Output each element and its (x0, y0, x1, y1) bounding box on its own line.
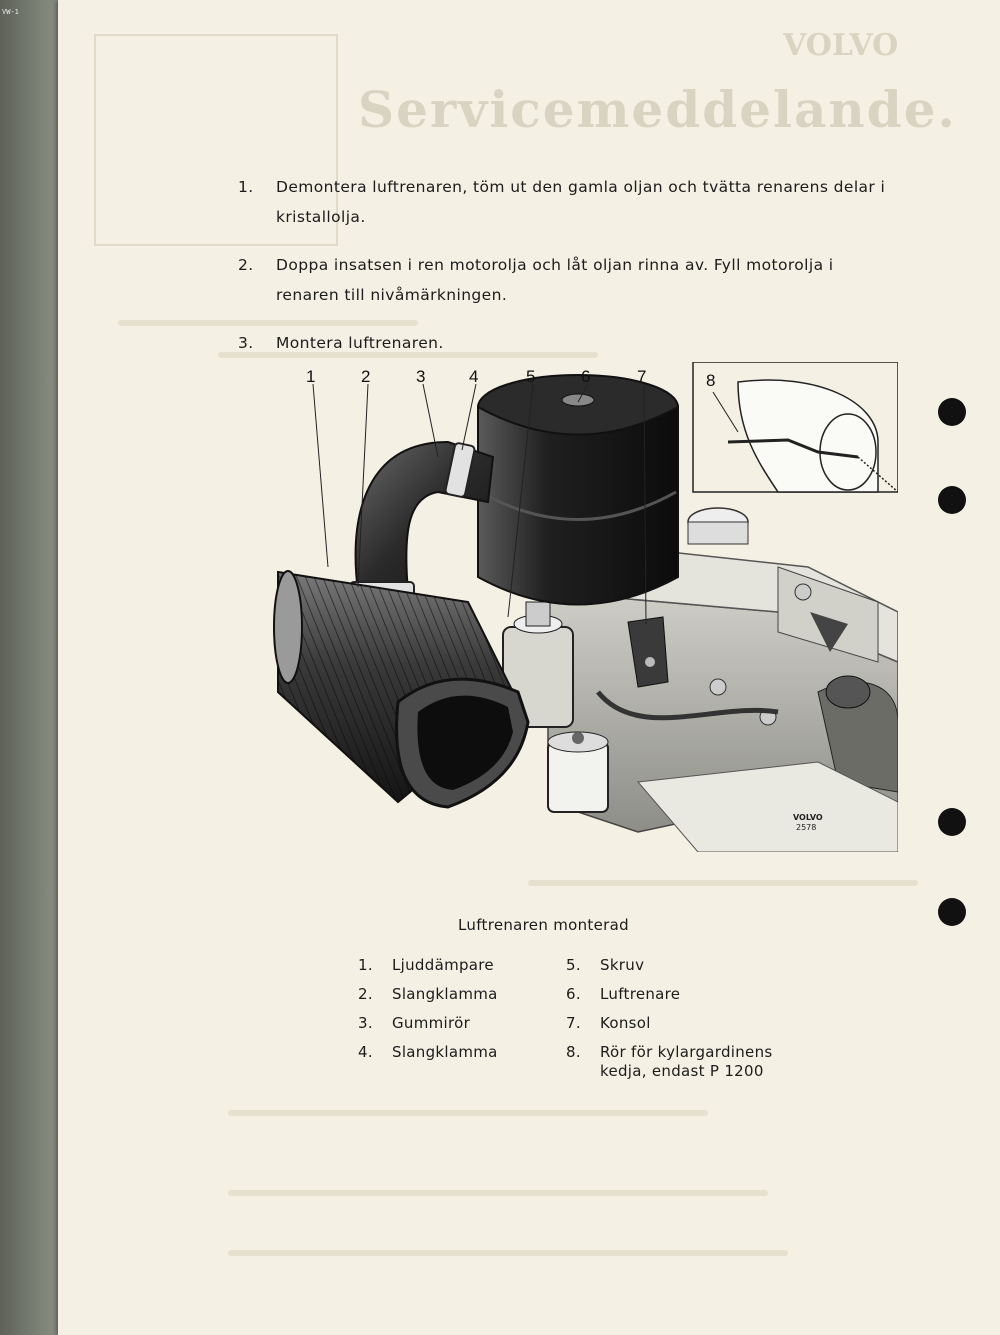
legend-item (566, 1043, 906, 1081)
legend-number: 5. (566, 956, 581, 974)
legend-label: Rör för kylargardinens kedja, endast P 1200 (600, 1043, 773, 1080)
callout-7: 7 (637, 367, 647, 386)
callout-6: 6 (581, 367, 591, 386)
bracket-bolt (645, 657, 655, 667)
callout-3: 3 (416, 367, 426, 386)
bleedthrough-logo: VOLVO (783, 28, 899, 63)
callout-4: 4 (469, 367, 479, 386)
bleedthrough-title: Servicemeddelande. (358, 80, 957, 139)
scan-label: VW-1 (2, 8, 19, 16)
callout-leader (313, 384, 328, 567)
legend-item (358, 985, 498, 1004)
step-text: Doppa insatsen i ren motorolja och låt oljan rinna av. Fyll motorolja i renaren till nivåmärkningen. (276, 256, 834, 304)
step-number: 3. (238, 334, 254, 352)
figure-stamp-brand: VOLVO (793, 813, 823, 822)
scanner-edge (0, 0, 62, 1335)
legend-label: Gummirör (392, 1014, 471, 1032)
bleedthrough-line (228, 1110, 708, 1116)
bleedthrough-line (228, 1250, 788, 1256)
carburettor-dashpot (526, 602, 550, 626)
instruction-steps (238, 172, 898, 376)
callout-2: 2 (361, 367, 371, 386)
legend-number: 6. (566, 985, 581, 1003)
legend-item (566, 1014, 906, 1033)
engine-drawing (218, 362, 898, 852)
punch-hole (938, 808, 966, 836)
bolt-icon (795, 584, 811, 600)
figure-stamp-number: 2578 (796, 823, 817, 832)
bleedthrough-line (528, 880, 918, 886)
fuel-filter-nut (572, 732, 584, 744)
inset-detail (693, 362, 898, 492)
step-number: 1. (238, 178, 254, 196)
step-3 (238, 328, 898, 358)
legend-item (358, 956, 498, 975)
legend-label: Slangklamma (392, 985, 498, 1003)
bleedthrough-line (228, 1190, 768, 1196)
legend-number: 7. (566, 1014, 581, 1032)
legend-item (566, 956, 906, 975)
callout-8: 8 (706, 371, 716, 390)
legend-item (566, 985, 906, 1004)
legend-column-left (358, 956, 498, 1072)
legend-number: 4. (358, 1043, 373, 1061)
step-number: 2. (238, 256, 254, 274)
silencer-end-cap (274, 571, 302, 683)
callout-leader (462, 384, 476, 450)
figure-caption: Luftrenaren monterad (458, 916, 629, 934)
callout-5: 5 (526, 367, 536, 386)
legend-label: Skruv (600, 956, 645, 974)
legend-label: Slangklamma (392, 1043, 498, 1061)
oil-filler-neck (688, 522, 748, 544)
legend-label: Luftrenare (600, 985, 681, 1003)
legend-item (358, 1014, 498, 1033)
step-text: Demontera luftrenaren, töm ut den gamla oljan och tvätta renarens delar i kristallolja. (276, 178, 886, 226)
legend-number: 1. (358, 956, 373, 974)
bolt-icon (710, 679, 726, 695)
legend-label: Konsol (600, 1014, 651, 1032)
legend-label: Ljuddämpare (392, 956, 494, 974)
step-text: Montera luftrenaren. (276, 334, 444, 352)
legend-item (358, 1043, 498, 1062)
legend-column-right (566, 956, 906, 1091)
callout-1: 1 (306, 367, 316, 386)
manifold-port (826, 676, 870, 708)
step-1 (238, 172, 898, 232)
legend-number: 8. (566, 1043, 581, 1061)
legend-number: 2. (358, 985, 373, 1003)
step-2 (238, 250, 898, 310)
punch-hole (938, 486, 966, 514)
engine-illustration (218, 362, 898, 852)
document-page (58, 0, 1000, 1335)
punch-hole (938, 398, 966, 426)
punch-hole (938, 898, 966, 926)
air-cleaner-wing-nut (562, 394, 594, 406)
legend-number: 3. (358, 1014, 373, 1032)
